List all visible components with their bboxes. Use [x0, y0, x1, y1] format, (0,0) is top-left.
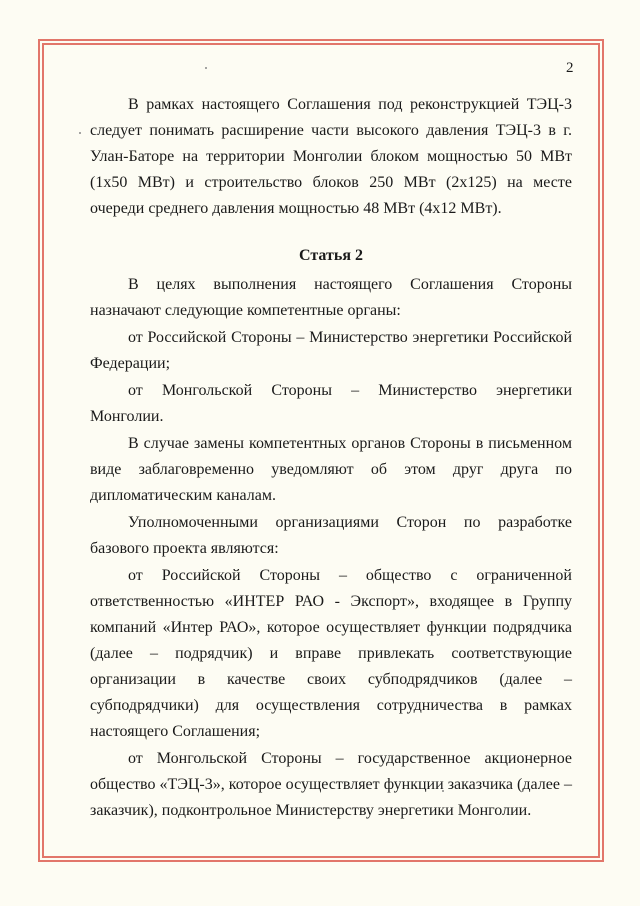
paragraph: Уполномоченными организациями Сторон по разработке базового проекта являются: — [90, 514, 572, 557]
paragraph: от Российской Стороны – общество с ограниченной ответственностью «ИНТЕР РАО - Экспорт», входящее в Группу компаний «Интер РАО», которое осуществляет функции подрядчика (далее – подрядчик) и вправе привлекать соответствующие организации в качестве своих субподрядчиков (далее – субподрядчики) для осуществления сотрудничества в рамках настоящего Соглашения; — [90, 567, 572, 740]
paragraph: от Монгольской Стороны – государственное акционерное общество «ТЭЦ-3», которое осуществляет функции заказчика (далее – заказчик), подконтрольное Министерству энергетики Монголии. — [90, 750, 572, 819]
paragraph: В рамках настоящего Соглашения под реконструкцией ТЭЦ-3 следует понимать расширение части высокого давления ТЭЦ-3 в г. Улан-Баторе на территории Монголии блоком мощностью 50 МВт (1х50 МВт) и строительство блоков 250 МВт (2х125) на месте очереди среднего давления мощностью 48 МВт (4х12 МВт). — [90, 96, 572, 217]
paragraph: В целях выполнения настоящего Соглашения Стороны назначают следующие компетентные органы: — [90, 276, 572, 319]
paragraph: от Монгольской Стороны – Министерство энергетики Монголии. — [90, 382, 572, 425]
article-heading: Статья 2 — [299, 247, 363, 264]
document-body — [90, 92, 572, 825]
paragraph: от Российской Стороны – Министерство энергетики Российской Федерации; — [90, 329, 572, 372]
scan-speck — [205, 67, 207, 69]
page-number: 2 — [566, 60, 574, 76]
scan-speck — [79, 132, 81, 134]
paragraph: В случае замены компетентных органов Стороны в письменном виде заблаговременно уведомляют об этом друг друга по дипломатическим каналам. — [90, 435, 572, 504]
